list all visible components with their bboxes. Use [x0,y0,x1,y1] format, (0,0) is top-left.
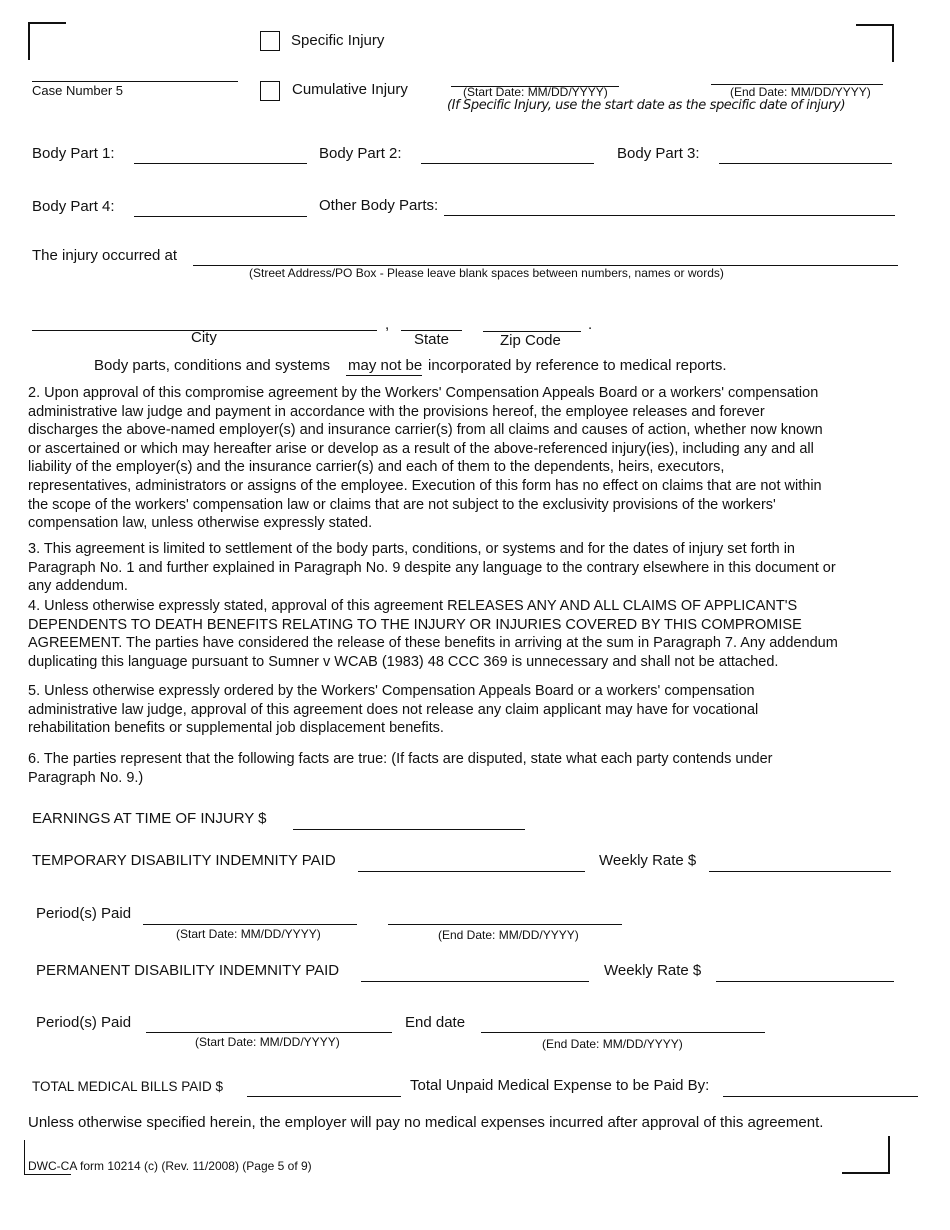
other-body-parts-field[interactable] [444,215,895,216]
pdi-weekly-rate-label: Weekly Rate $ [604,962,702,979]
cumulative-injury-checkbox[interactable] [260,81,280,101]
pdi-start-date-field[interactable] [146,1032,392,1033]
body-part-2-label: Body Part 2: [319,145,402,162]
injury-location-label: The injury occurred at [32,247,178,264]
unpaid-medical-label: Total Unpaid Medical Expense to be Paid By: [410,1077,710,1094]
injury-end-date-caption: (End Date: MM/DD/YYYY) [730,85,871,99]
total-medical-bills-label: TOTAL MEDICAL BILLS PAID $ [32,1079,224,1094]
tdi-periods-paid-label: Period(s) Paid [36,905,132,922]
zip-period: . [588,316,593,333]
city-comma: , [385,316,390,333]
closing-statement: Unless otherwise specified herein, the employer will pay no medical expenses incurred after approval of this agreement. [28,1114,824,1131]
body-part-1-label: Body Part 1: [32,145,115,162]
specific-injury-note: (If Specific Injury, use the start date as the specific date of injury) [447,98,846,113]
pdi-paid-label: PERMANENT DISABILITY INDEMNITY PAID [36,962,340,979]
paragraph-5: 5. Unless otherwise expressly ordered by the Workers' Compensation Appeals Board or a workers' compensation administrative law judge, approval of this agreement does not release any claim applicant may have for vocational rehabilitation benefits or supplemental job displacement benefits. [28,683,759,737]
paragraph-6: 6. The parties represent that the following facts are true: (If facts are disputed, state what each party contends under Paragraph No. 9.) [28,751,773,786]
form-footer-id: DWC-CA form 10214 (c) (Rev. 11/2008) (Page 5 of 9) [28,1159,312,1173]
pdi-start-date-caption: (Start Date: MM/DD/YYYY) [195,1035,340,1049]
body-part-3-label: Body Part 3: [617,145,700,162]
total-medical-bills-field[interactable] [247,1096,401,1097]
street-address-caption: (Street Address/PO Box - Please leave blank spaces between numbers, names or words) [249,266,724,280]
city-label: City [191,329,217,346]
pdi-weekly-rate-field[interactable] [716,981,894,982]
incorporation-note-start: Body parts, conditions and systems [94,357,330,374]
tdi-weekly-rate-label: Weekly Rate $ [599,852,697,869]
pdi-periods-paid-label: Period(s) Paid [36,1014,132,1031]
earnings-field[interactable] [293,829,525,830]
tdi-paid-label: TEMPORARY DISABILITY INDEMNITY PAID [32,852,336,869]
incorporation-note-emphasis: may not be [348,357,423,374]
body-part-2-field[interactable] [421,163,594,164]
body-part-1-field[interactable] [134,163,307,164]
corner-mark-top-right [856,24,894,62]
earnings-label: EARNINGS AT TIME OF INJURY $ [32,810,267,827]
paragraph-4: 4. Unless otherwise expressly stated, approval of this agreement RELEASES ANY AND ALL CLAIMS OF APPLICANT'S DEPENDENTS TO DEATH BENEFITS RELATING TO THE INJURY OR INJURIES COVERED BY THIS COMPROMISE AGREEMENT. The parties have considered the release of these benefits in arriving at the sum in Paragraph 7. Any addendum duplicating this language pursuant to Sumner v WCAB (1983) 48 CCC 369 is unnecessary and shall not be attached. [28,598,838,670]
specific-injury-checkbox[interactable] [260,31,280,51]
case-number-label: Case Number 5 [32,83,124,98]
pdi-end-date-caption: (End Date: MM/DD/YYYY) [542,1037,683,1051]
paragraph-3: 3. This agreement is limited to settlement of the body parts, conditions, or systems and for the dates of injury set forth in Paragraph No. 1 and further explained in Paragraph No. 9 despite any language to the contrary elsewhere in this document or any addendum. [28,541,836,595]
pdi-end-date-label: End date [405,1014,466,1031]
tdi-weekly-rate-field[interactable] [709,871,891,872]
corner-mark-bottom-right [842,1136,890,1174]
incorporation-note-end: incorporated by reference to medical reports. [428,357,727,374]
injury-start-date-caption: (Start Date: MM/DD/YYYY) [463,85,608,99]
paragraph-2: 2. Upon approval of this compromise agreement by the Workers' Compensation Appeals Board or a workers' compensation administrative law judge and payment in accordance with the provisions hereof, the employee releases and forever discharges the above-named employer(s) and insurance carrier(s) from all claims and causes of action, whether now known or ascertained or which may hereafter arise or develop as a result of the above-referenced injury(ies), including any and all liability of the employer(s) and the insurance carrier(s) and each of them to the dependents, heirs, executors, representatives, administrators or assigns of the employee. Execution of this form has no effect on claims that are not within the scope of the workers' compensation law or claims that are not subject to the exclusivity provisions of the workers' compensation law, unless otherwise expressly stated. [28,385,823,532]
zip-code-label: Zip Code [500,332,561,349]
body-part-4-field[interactable] [134,216,307,217]
unpaid-medical-field[interactable] [723,1096,918,1097]
tdi-end-date-field[interactable] [388,924,622,925]
specific-injury-label: Specific Injury [291,32,385,49]
tdi-start-date-field[interactable] [143,924,357,925]
corner-mark-top-left [28,22,66,60]
tdi-start-date-caption: (Start Date: MM/DD/YYYY) [176,927,321,941]
case-number-field[interactable] [32,81,238,82]
pdi-paid-field[interactable] [361,981,589,982]
other-body-parts-label: Other Body Parts: [319,197,439,214]
cumulative-injury-label: Cumulative Injury [292,81,408,98]
pdi-end-date-field[interactable] [481,1032,765,1033]
body-part-4-label: Body Part 4: [32,198,115,215]
tdi-paid-field[interactable] [358,871,585,872]
state-label: State [414,331,450,348]
tdi-end-date-caption: (End Date: MM/DD/YYYY) [438,928,579,942]
body-part-3-field[interactable] [719,163,892,164]
